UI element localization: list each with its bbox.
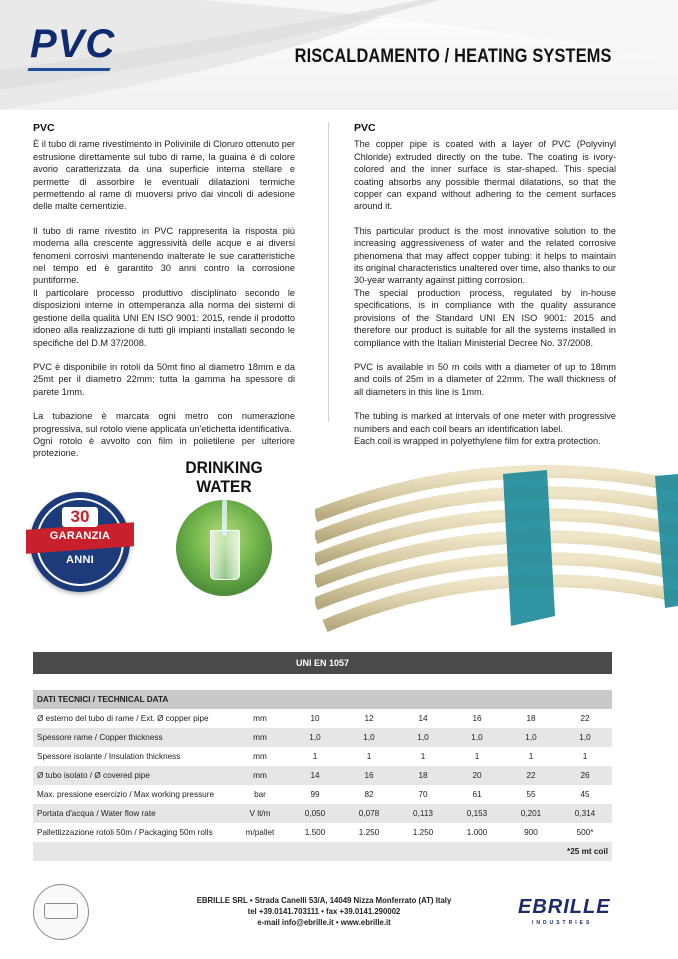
english-paragraph-6: Each coil is wrapped in polyethylene film for extra protection.	[354, 435, 601, 446]
italian-paragraph-3: Il particolare processo produttivo disciplinato secondo le disposizioni interne in ottemperanza alla norma dei sistemi di gestione della qualità UNI EN ISO 9001: 2015, rende il prodotto idoneo alla realizzazione di tutti gli impianti installati secondo le specifiche del D.M 37/2008.	[33, 287, 295, 348]
english-paragraph-4: PVC is available in 50 m coils with a diameter of up to 18mm and coils of 25m in a diameter of 22mm. The wall thickness of all diameters in this line is 1mm.	[354, 361, 616, 397]
english-paragraph-2: This particular product is the most innovative solution to the increasing aggressiveness of water and the related corrosive phenomena that may affect copper tubing: it helps to maintain its original characteristics unaltered over time, also thanks to our 30-year warranty against pitting corrosion.	[354, 225, 616, 286]
column-divider	[328, 122, 329, 422]
english-heading: PVC	[354, 122, 376, 134]
logo-subtitle: INDUSTRIES	[532, 920, 593, 926]
italian-paragraph-6: Ogni rotolo è avvolto con film in polietilene per ulteriore protezione.	[33, 435, 295, 459]
table-title: DATI TECNICI / TECHNICAL DATA	[37, 695, 169, 704]
certification-seal	[33, 884, 89, 940]
drinking-water-line-2: WATER	[196, 477, 252, 496]
row-unit: mm	[253, 714, 267, 723]
english-paragraph-5: The tubing is marked at intervals of one meter with progressive numbers and each coil bears an identification label.	[354, 411, 616, 434]
table-row	[33, 804, 612, 823]
drinking-water-image	[176, 500, 272, 596]
technical-data-table	[33, 690, 612, 861]
row-value: 0,078	[358, 809, 380, 818]
table-title-row	[33, 690, 612, 709]
row-unit: mm	[253, 752, 267, 761]
row-value: 16	[364, 771, 374, 780]
row-value: 14	[310, 771, 320, 780]
page-title: RISCALDAMENTO / HEATING SYSTEMS	[294, 46, 612, 67]
standard-bar: UNI EN 1057	[33, 652, 612, 674]
row-value: 1	[366, 752, 372, 761]
row-value: 1,0	[417, 733, 429, 742]
row-value: 1,0	[471, 733, 483, 742]
company-phone-fax: tel +39.0141.703111 • fax +39.0141.290002	[247, 907, 401, 916]
italian-paragraph-5: La tubazione è marcata ogni metro con numerazione progressiva, sul rotolo viene applicata un'etichetta identificativa.	[33, 411, 295, 434]
row-unit: bar	[254, 790, 266, 799]
row-value: 1	[312, 752, 318, 761]
english-paragraph-1: The copper pipe is coated with a layer of PVC (Polyvinyl Chloride) extruded directly on the tube. The coating is ivory-colored and the inner surface is star-shaped. This special coating absorbs any possible thermal dilatations, so that the copper can expand without adhering to the cement surfaces around it.	[354, 139, 616, 212]
row-label: Pallettizzazione rotoli 50m / Packaging 50m rolls	[37, 828, 213, 837]
row-value: 0,113	[413, 809, 433, 818]
drinking-water-title	[180, 458, 268, 496]
row-value: 1.000	[466, 828, 488, 837]
row-label: Ø tubo isolato / Ø covered pipe	[37, 771, 150, 780]
row-value: 1	[474, 752, 480, 761]
brand-underline	[27, 68, 110, 71]
row-value: 55	[526, 790, 536, 799]
italian-heading: PVC	[33, 122, 55, 134]
italian-paragraph-1: È il tubo di rame rivestimento in Polivinile di Cloruro ottenuto per estrusione direttamente sul tubo di rame, la guaina è di colore avorio caratterizzata da una superficie interna stellare e permette di assorbire le eventuali dilatazioni termiche permettendo al rame di muoversi privo dai vincoli di adesione delle malte cementizie.	[33, 139, 295, 212]
brand-title: PVC	[30, 22, 116, 66]
warranty-label: GARANZIA	[49, 530, 111, 542]
row-value: 900	[524, 828, 538, 837]
row-value: 14	[418, 714, 428, 723]
certification-mark	[44, 903, 78, 919]
row-value: 61	[472, 790, 482, 799]
row-unit: V lt/m	[249, 809, 271, 818]
table-row	[33, 747, 612, 766]
coil-loops	[315, 471, 678, 626]
row-label: Spessore rame / Copper thickness	[37, 733, 163, 742]
warranty-unit: ANNI	[65, 554, 95, 566]
row-label: Max. pressione esercizio / Max working pressure	[37, 790, 215, 799]
italian-description	[33, 122, 295, 472]
table-row	[33, 823, 612, 842]
row-value: 22	[526, 771, 536, 780]
row-value: 1,0	[579, 733, 591, 742]
row-value: 70	[418, 790, 428, 799]
company-contacts	[196, 895, 452, 928]
row-value: 1,0	[309, 733, 321, 742]
row-value: 0,314	[574, 809, 596, 818]
row-label: Ø esterno del tubo di rame / Ext. Ø copper pipe	[37, 714, 209, 723]
row-value: 1.500	[304, 828, 326, 837]
row-label: Portata d'acqua / Water flow rate	[37, 809, 156, 818]
italian-paragraph-2: Il tubo di rame rivestito in PVC rappresenta la risposta più moderna alla crescente aggressività delle acque e ai diversi fenomeni corrosivi mantenendo inalterate le sue caratteristiche nel tempo ed è garantito 30 anni contro la corrosione puntiforme.	[33, 225, 295, 286]
table-note: *25 mt coil	[567, 847, 608, 856]
row-value: 20	[472, 771, 482, 780]
row-value: 1	[420, 752, 426, 761]
table-body	[33, 709, 612, 842]
row-value: 1	[528, 752, 534, 761]
row-value: 0,050	[304, 809, 326, 818]
row-value: 1,0	[363, 733, 375, 742]
pipe-coil-image	[315, 456, 678, 646]
row-value: 82	[364, 790, 374, 799]
italian-paragraph-4: PVC è disponibile in rotoli da 50mt fino al diametro 18mm e da 25mt per il diametro 22mm; tutta la gamma ha spessore di parete 1mm.	[33, 361, 295, 397]
company-logo	[518, 896, 618, 930]
table-row	[33, 728, 612, 747]
logo-wordmark: EBRILLE	[518, 896, 611, 918]
drinking-water-line-1: DRINKING	[185, 458, 263, 477]
row-value: 12	[364, 714, 374, 723]
english-description	[354, 122, 616, 459]
water-glass-icon	[210, 530, 240, 580]
english-paragraph-3: The special production process, regulated by in-house specifications, is in compliance with the quality assurance provisions of the Standard UNI EN ISO 9001: 2015 and therefore our product is suitable for all the systems installed in compliance with the Italian Ministerial Decree No. 37/2008.	[354, 287, 616, 348]
row-label: Spessore isolante / Insulation thickness	[37, 752, 181, 761]
row-value: 1,0	[525, 733, 537, 742]
row-value: 1	[582, 752, 588, 761]
company-email-web: e-mail info@ebrille.it • www.ebrille.it	[257, 918, 391, 927]
row-value: 10	[310, 714, 320, 723]
row-value: 26	[580, 771, 590, 780]
row-value: 0,153	[466, 809, 488, 818]
table-note-row	[33, 842, 612, 861]
warranty-badge	[30, 492, 130, 592]
company-address: EBRILLE SRL • Strada Canelli 53/A, 14049 Nizza Monferrato (AT) Italy	[196, 896, 452, 905]
warranty-years: 30	[62, 507, 98, 527]
row-value: 22	[580, 714, 590, 723]
row-value: 18	[418, 771, 428, 780]
row-value: 500*	[576, 828, 594, 837]
row-value: 1.250	[412, 828, 434, 837]
row-value: 0,201	[520, 809, 542, 818]
row-value: 16	[472, 714, 482, 723]
table-row	[33, 709, 612, 728]
row-unit: mm	[253, 733, 267, 742]
row-unit: m/pallet	[245, 828, 275, 837]
table-row	[33, 766, 612, 785]
row-value: 18	[526, 714, 536, 723]
row-value: 1.250	[358, 828, 380, 837]
table-row	[33, 785, 612, 804]
row-unit: mm	[253, 771, 267, 780]
row-value: 45	[580, 790, 590, 799]
header-banner	[0, 0, 678, 110]
row-value: 99	[310, 790, 320, 799]
